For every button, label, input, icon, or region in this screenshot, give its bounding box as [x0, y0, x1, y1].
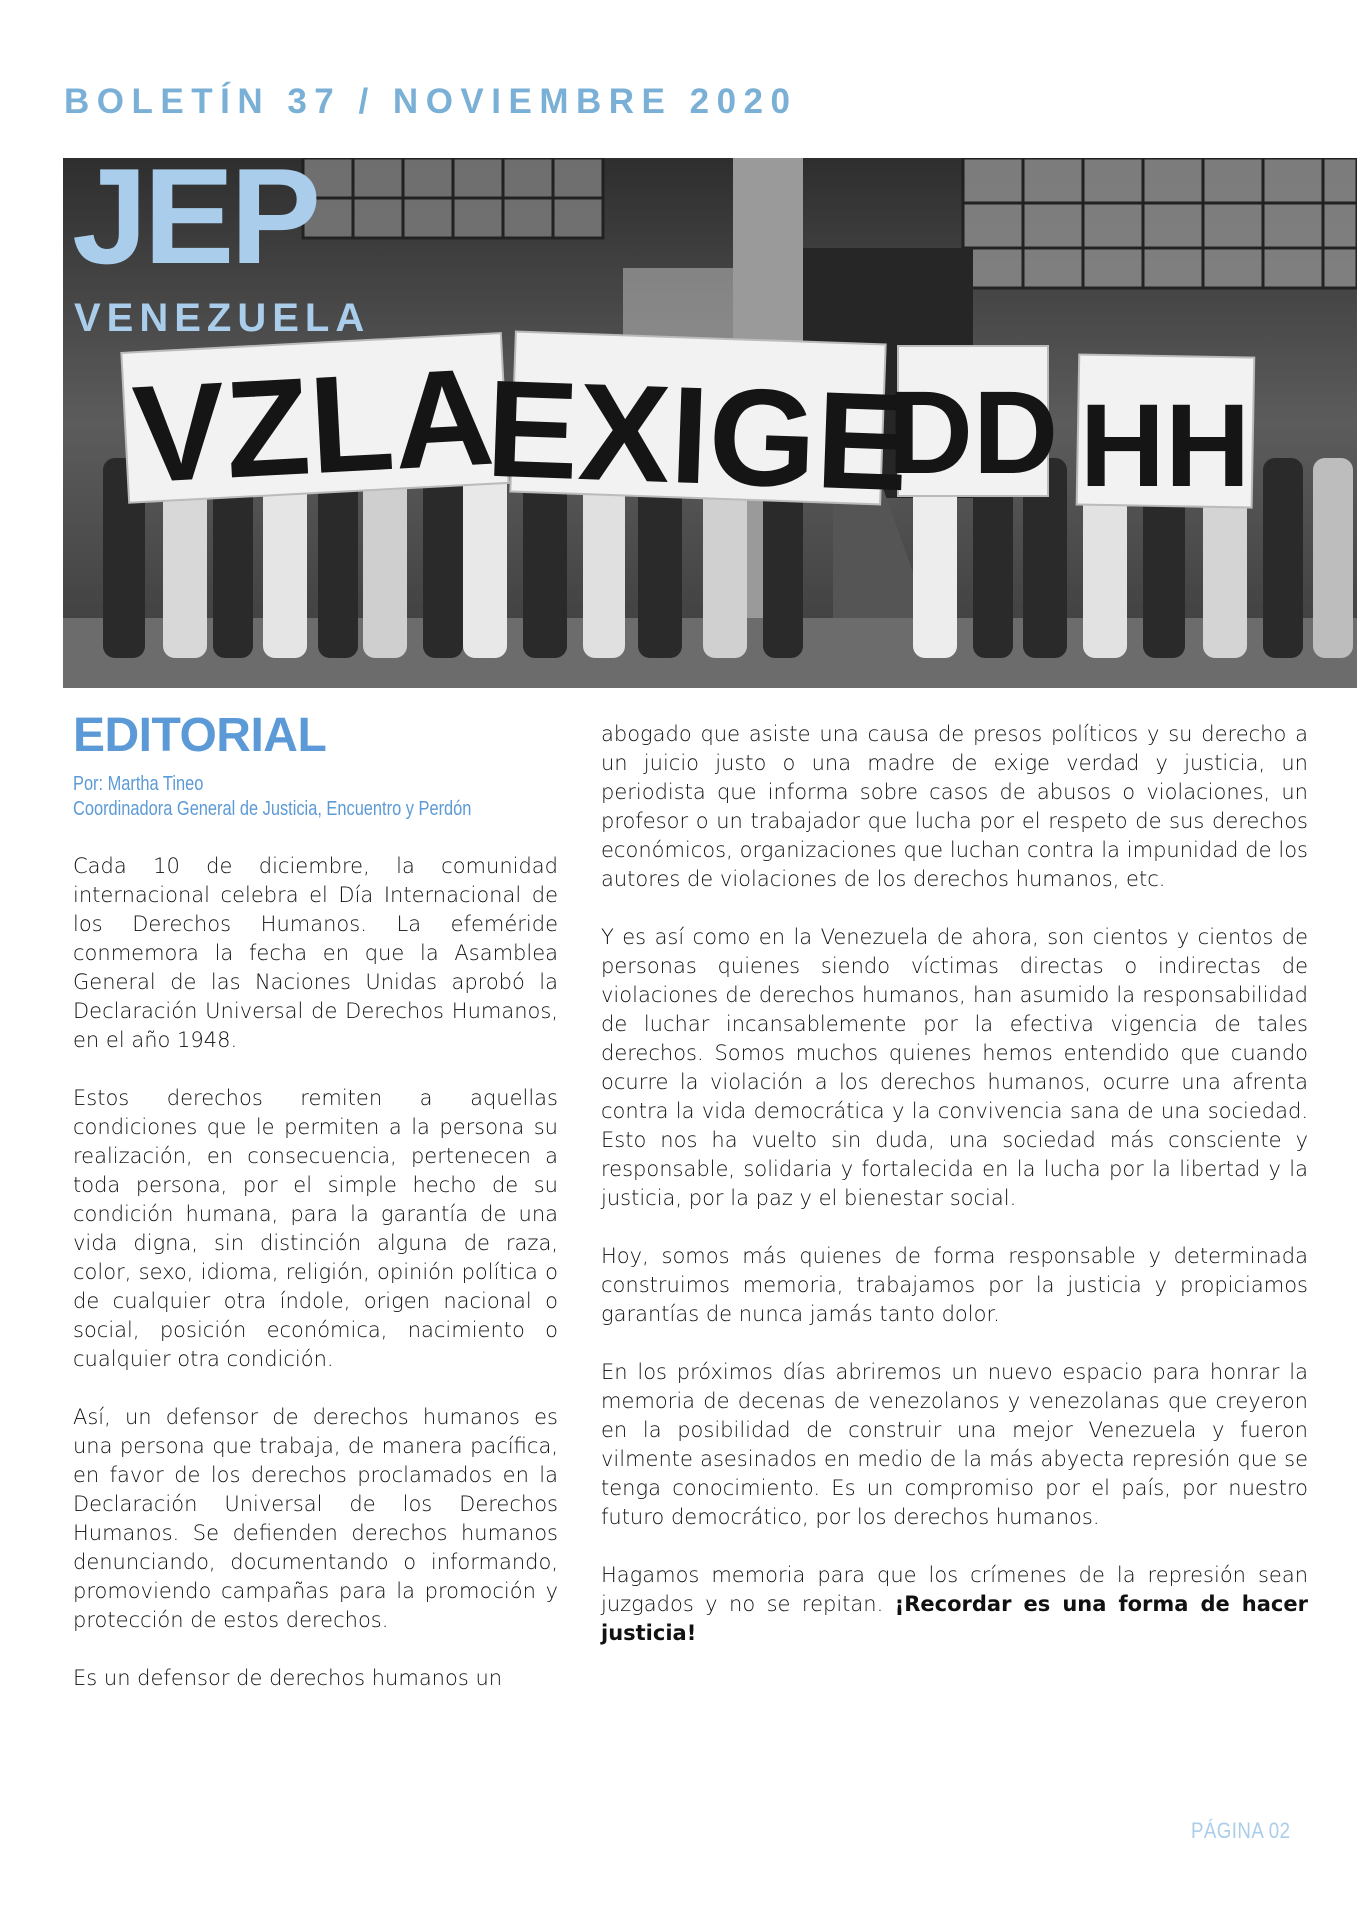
- article-column-left: [73, 852, 558, 1722]
- byline: [73, 772, 471, 822]
- sign-dd: DD: [887, 367, 1059, 499]
- paragraph: Cada 10 de diciembre, la comunidad internacional celebra el Día Internacional de los Derechos Humanos. La efeméride conmemora la fecha en que la Asamblea General de las Naciones Unidas aprobó la Declaración Universal de Derechos Humanos, en el año 1948.: [73, 854, 558, 1052]
- paragraph: Hoy, somos más quienes de forma responsable y determinada construimos memoria, trabajamos por la justicia y propiciamos garantías de nunca jamás tanto dolor.: [601, 1244, 1308, 1326]
- author-name: Por: Martha Tineo: [73, 773, 204, 795]
- paragraph: Así, un defensor de derechos humanos es una persona que trabaja, de manera pacífica, en favor de los derechos proclamados en la Declaración Universal de los Derechos Humanos. Se defienden derechos humanos denunciando, documentando o informando, promoviendo campañas para la promoción y protección de estos derechos.: [73, 1405, 558, 1632]
- section-heading: EDITORIAL: [73, 709, 327, 762]
- sign-hh: HH: [1079, 380, 1251, 512]
- masthead-title: JEP: [72, 140, 318, 292]
- author-role: Coordinadora General de Justicia, Encuentro y Perdón: [73, 798, 472, 820]
- article-column-right: [601, 720, 1308, 1677]
- paragraph: Es un defensor de derechos humanos un: [73, 1666, 503, 1690]
- paragraph: Y es así como en la Venezuela de ahora, son cientos y cientos de personas quienes siendo víctimas directas o indirectas de violaciones de derechos humanos, han asumido la responsabilidad de luchar incansablemente por la efectiva vigencia de tales derechos. Somos muchos quienes hemos entendido que cuando ocurre la violación a los derechos humanos, ocurre una afrenta contra la vida democrática y la convivencia sana de una sociedad. Esto nos ha vuelto sin duda, una sociedad más consciente y responsable, solidaria y fortalecida en la lucha por la libertad y la justicia, por la paz y el bienestar social.: [601, 925, 1308, 1210]
- closing-paragraph: [601, 1561, 1308, 1648]
- paragraph: En los próximos días abriremos un nuevo espacio para honrar la memoria de decenas de venezolanos y venezolanas que creyeron en la posibilidad de construir una mejor Venezuela y fueron vilmente asesinados en medio de la más abyecta represión que se tenga conocimiento. Es un compromiso por el país, por nuestro futuro democrático, por los derechos humanos.: [601, 1360, 1308, 1529]
- paragraph: Estos derechos remiten a aquellas condiciones que le permiten a la persona su realización, en consecuencia, pertenecen a toda persona, por el simple hecho de su condición humana, para la garantía de una vida digna, sin distinción alguna de raza, color, sexo, idioma, religión, opinión política o de cualquier otra índole, origen nacional o social, posición económica, nacimiento o cualquier otra condición.: [73, 1086, 558, 1371]
- closing-text: Hagamos memoria para que los crímenes de la represión sean juzgados y no se repitan.: [601, 1563, 1308, 1616]
- sign-vzla: VZLA: [129, 339, 498, 513]
- masthead-subtitle: VENEZUELA: [74, 296, 371, 340]
- closing-emphasis: ¡Recordar es una forma de hacer justicia!: [601, 1592, 1308, 1645]
- page-number: PÁGINA 02: [1191, 1818, 1291, 1843]
- sign-exige: EXIGE: [483, 351, 911, 521]
- bulletin-title: BOLETÍN 37 / NOVIEMBRE 2020: [64, 82, 798, 121]
- paragraph: abogado que asiste una causa de presos políticos y su derecho a un juicio justo o una madre de exige verdad y justicia, un periodista que informa sobre casos de abusos o violaciones, un profesor o un trabajador que lucha por el respeto de sus derechos económicos, organizaciones que luchan contra la impunidad de los autores de violaciones de los derechos humanos, etc.: [601, 722, 1308, 891]
